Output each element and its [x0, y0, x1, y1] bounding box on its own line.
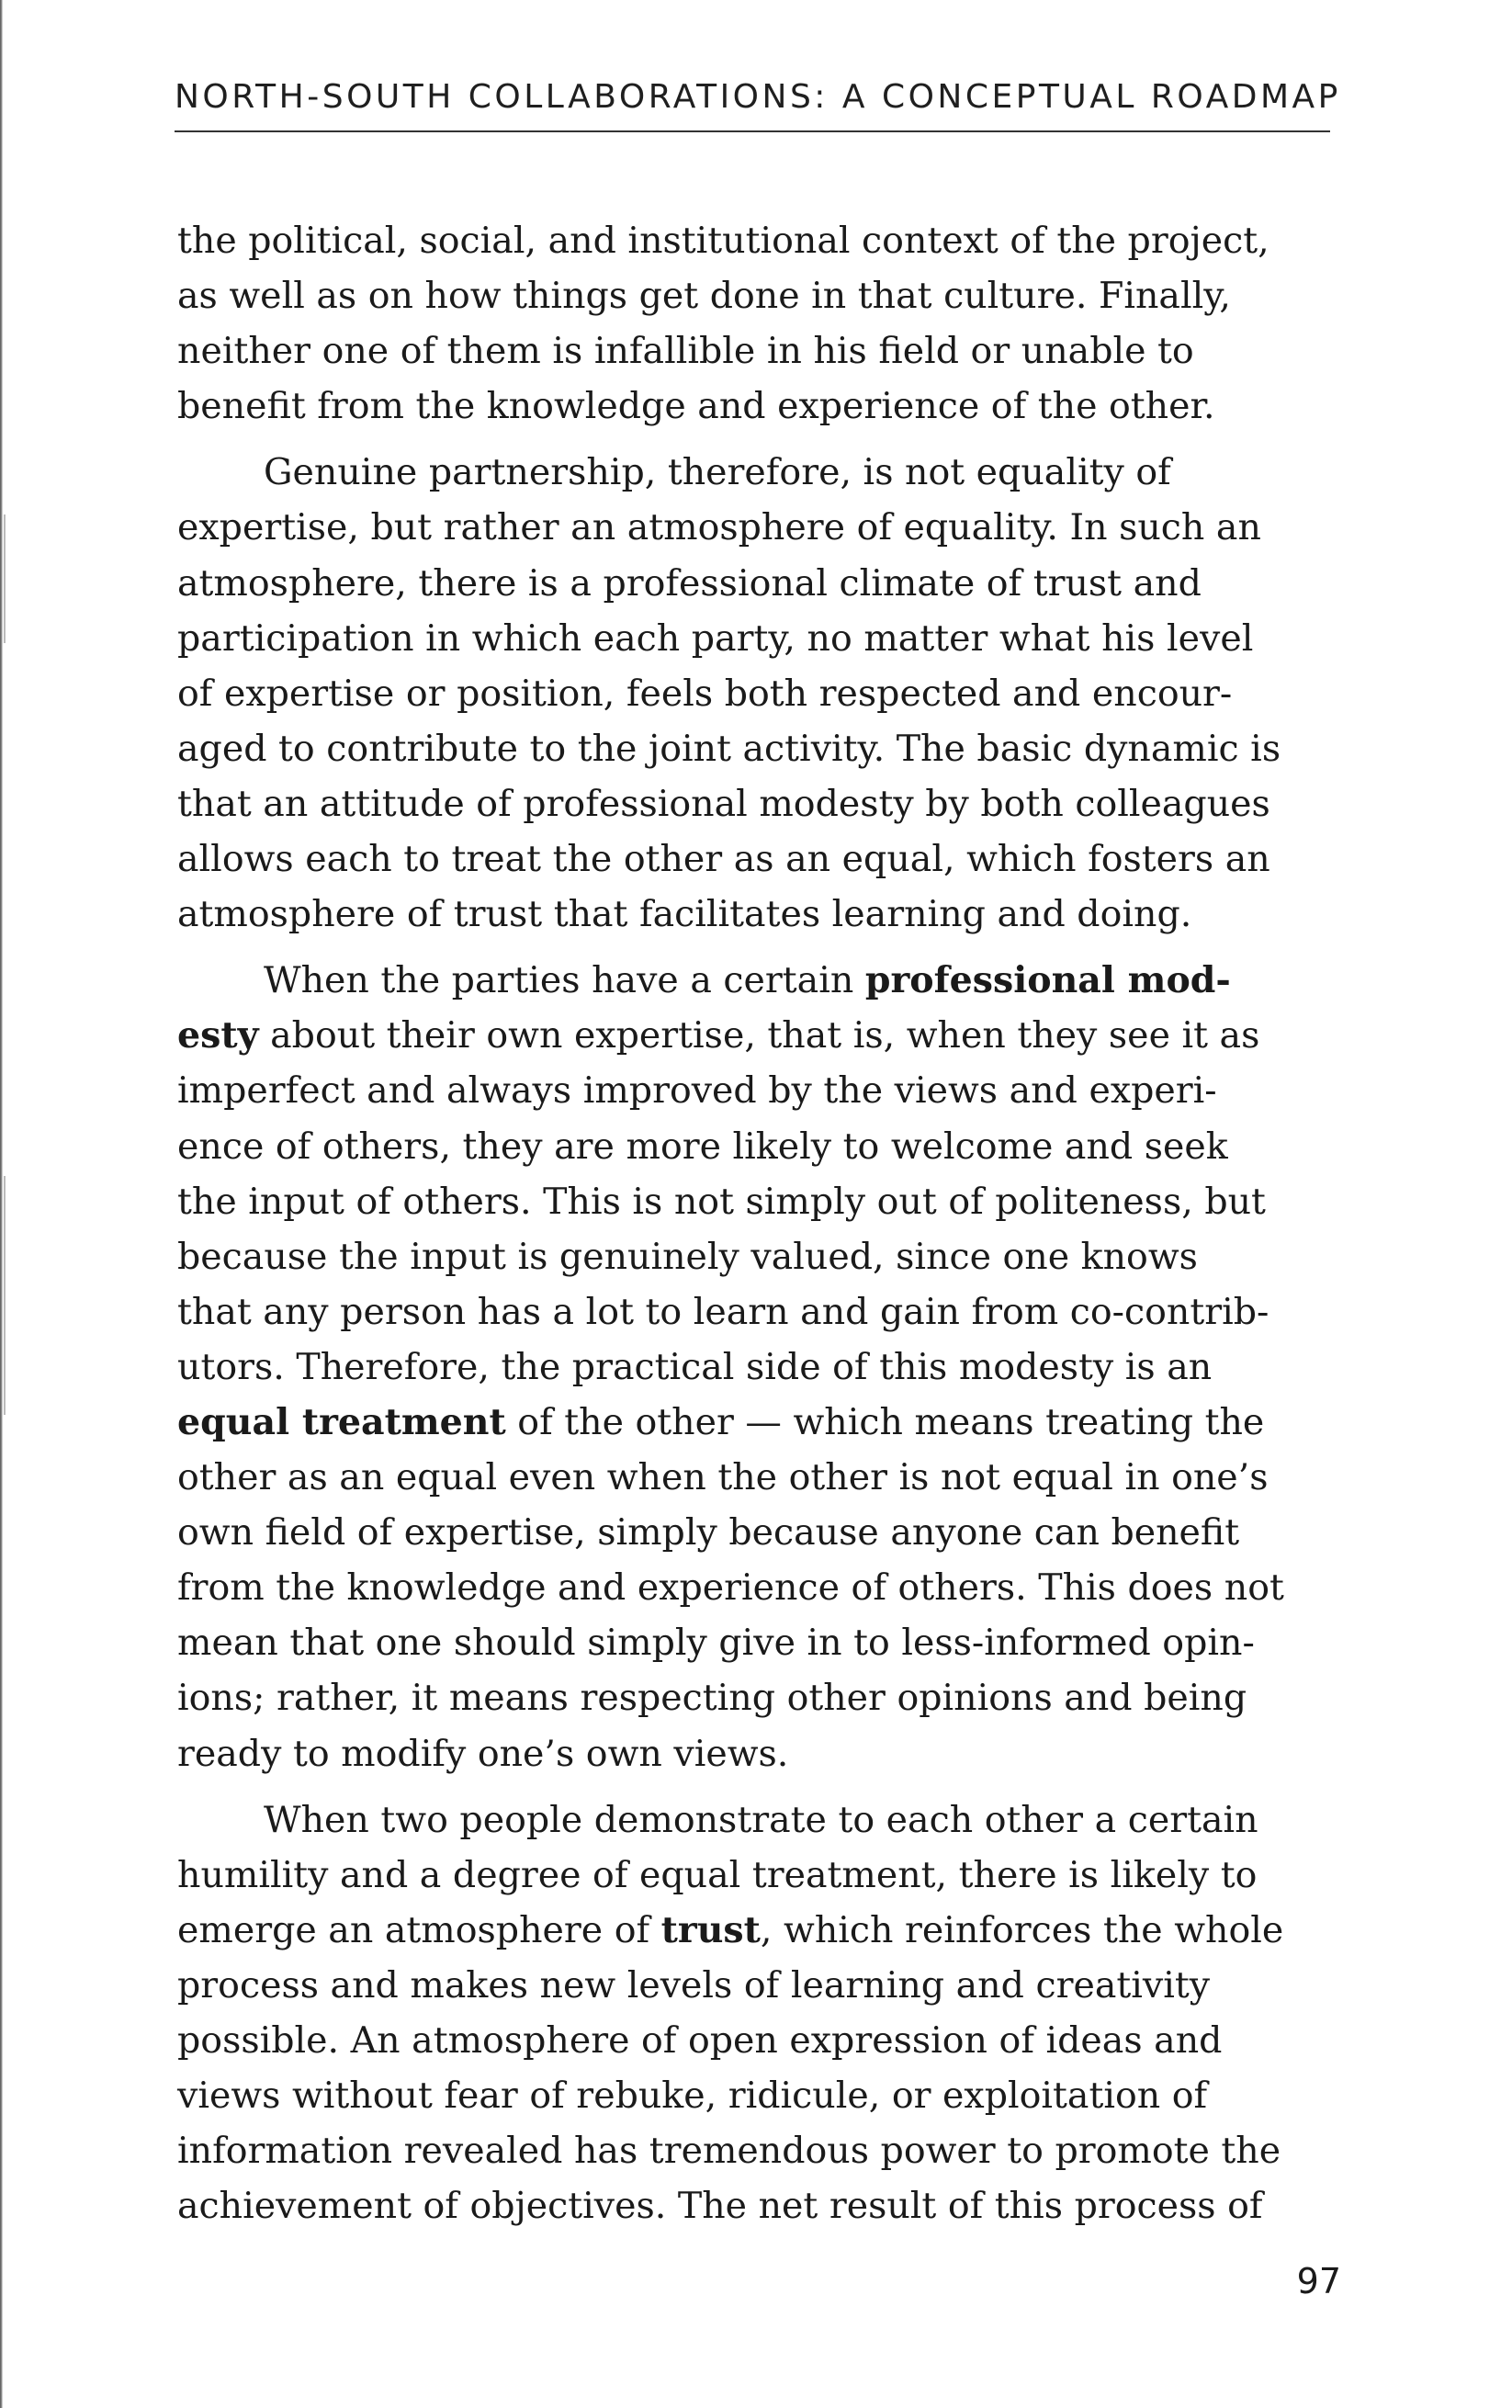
- page-number: 97: [1296, 2261, 1341, 2301]
- text-line: because the input is genuinely valued, since one knows: [177, 1235, 1198, 1278]
- paragraph-4: [177, 1792, 1337, 2234]
- text-line: views without fear of rebuke, ridicule, or exploitation of: [177, 2074, 1208, 2118]
- text-line: [177, 1395, 1337, 1450]
- text-run: , which reinforces the whole: [760, 1908, 1284, 1951]
- text-line: imperfect and always improved by the views and experi-: [177, 1069, 1217, 1113]
- text-run: When the parties have a certain: [264, 959, 865, 1002]
- paragraph-2: [177, 445, 1337, 942]
- text-run: of the other — which means treating the: [505, 1400, 1265, 1443]
- text-line: information revealed has tremendous power to promote the: [177, 2130, 1281, 2173]
- text-line: other as an equal even when the other is not equal in one’s: [177, 1456, 1269, 1499]
- text-line: of expertise or position, feels both respected and encour-: [177, 672, 1233, 715]
- text-line: allows each to treat the other as an equal, which fosters an: [177, 838, 1270, 881]
- text-line: [177, 1008, 1337, 1063]
- text-line: from the knowledge and experience of others. This does not: [177, 1566, 1284, 1610]
- text-run: about their own expertise, that is, when they see it as: [258, 1014, 1260, 1057]
- text-line: [177, 953, 1337, 1008]
- text-line: that any person has a lot to learn and gain from co-contrib-: [177, 1290, 1269, 1333]
- scan-artifact: [4, 1176, 6, 1415]
- scan-artifact: [4, 514, 6, 643]
- text-line: own field of expertise, simply because anyone can benefit: [177, 1511, 1240, 1554]
- running-header: NORTH-SOUTH COLLABORATIONS: A CONCEPTUAL ROADMAP: [175, 72, 1330, 132]
- text-line: the input of others. This is not simply out of politeness, but: [177, 1180, 1266, 1223]
- text-line: as well as on how things get done in that culture. Finally,: [177, 275, 1231, 318]
- text-line: the political, social, and institutional context of the project,: [177, 220, 1269, 262]
- text-line: mean that one should simply give in to less-informed opin-: [177, 1622, 1255, 1665]
- emphasis-professional-modesty: professional mod-: [864, 959, 1231, 1002]
- text-line: [177, 1903, 1337, 1958]
- text-line: atmosphere, there is a professional climate of trust and: [177, 561, 1202, 605]
- text-line: When two people demonstrate to each other a certain: [264, 1798, 1258, 1841]
- text-line: expertise, but rather an atmosphere of equality. In such an: [177, 506, 1261, 549]
- text-line: achievement of objectives. The net result of this process of: [177, 2185, 1263, 2228]
- emphasis-trust: trust: [660, 1908, 761, 1951]
- text-line: participation in which each party, no matter what his level: [177, 616, 1254, 660]
- text-line: neither one of them is infallible in his field or unable to: [177, 330, 1194, 373]
- paragraph-3: [177, 953, 1337, 1781]
- body-text: [177, 213, 1337, 2233]
- text-line: Genuine partnership, therefore, is not equality of: [264, 451, 1171, 494]
- text-line: ence of others, they are more likely to welcome and seek: [177, 1125, 1228, 1168]
- text-line: aged to contribute to the joint activity. The basic dynamic is: [177, 727, 1281, 770]
- text-run: emerge an atmosphere of: [177, 1908, 661, 1951]
- text-line: ready to modify one’s own views.: [177, 1732, 789, 1775]
- emphasis-equal-treatment: equal treatment: [177, 1400, 506, 1443]
- text-line: possible. An atmosphere of open expression of ideas and: [177, 2019, 1223, 2062]
- text-line: atmosphere of trust that facilitates learning and doing.: [177, 893, 1192, 936]
- text-line: humility and a degree of equal treatment, there is likely to: [177, 1853, 1258, 1896]
- text-line: that an attitude of professional modesty by both colleagues: [177, 782, 1270, 825]
- paragraph-1: [177, 213, 1337, 434]
- emphasis-professional-modesty: esty: [177, 1014, 259, 1057]
- text-line: process and makes new levels of learning and creativity: [177, 1963, 1211, 2007]
- text-line: benefit from the knowledge and experience of the other.: [177, 385, 1215, 428]
- page-binding-edge: [0, 0, 3, 2408]
- text-line: utors. Therefore, the practical side of this modesty is an: [177, 1345, 1213, 1388]
- text-line: ions; rather, it means respecting other opinions and being: [177, 1677, 1247, 1720]
